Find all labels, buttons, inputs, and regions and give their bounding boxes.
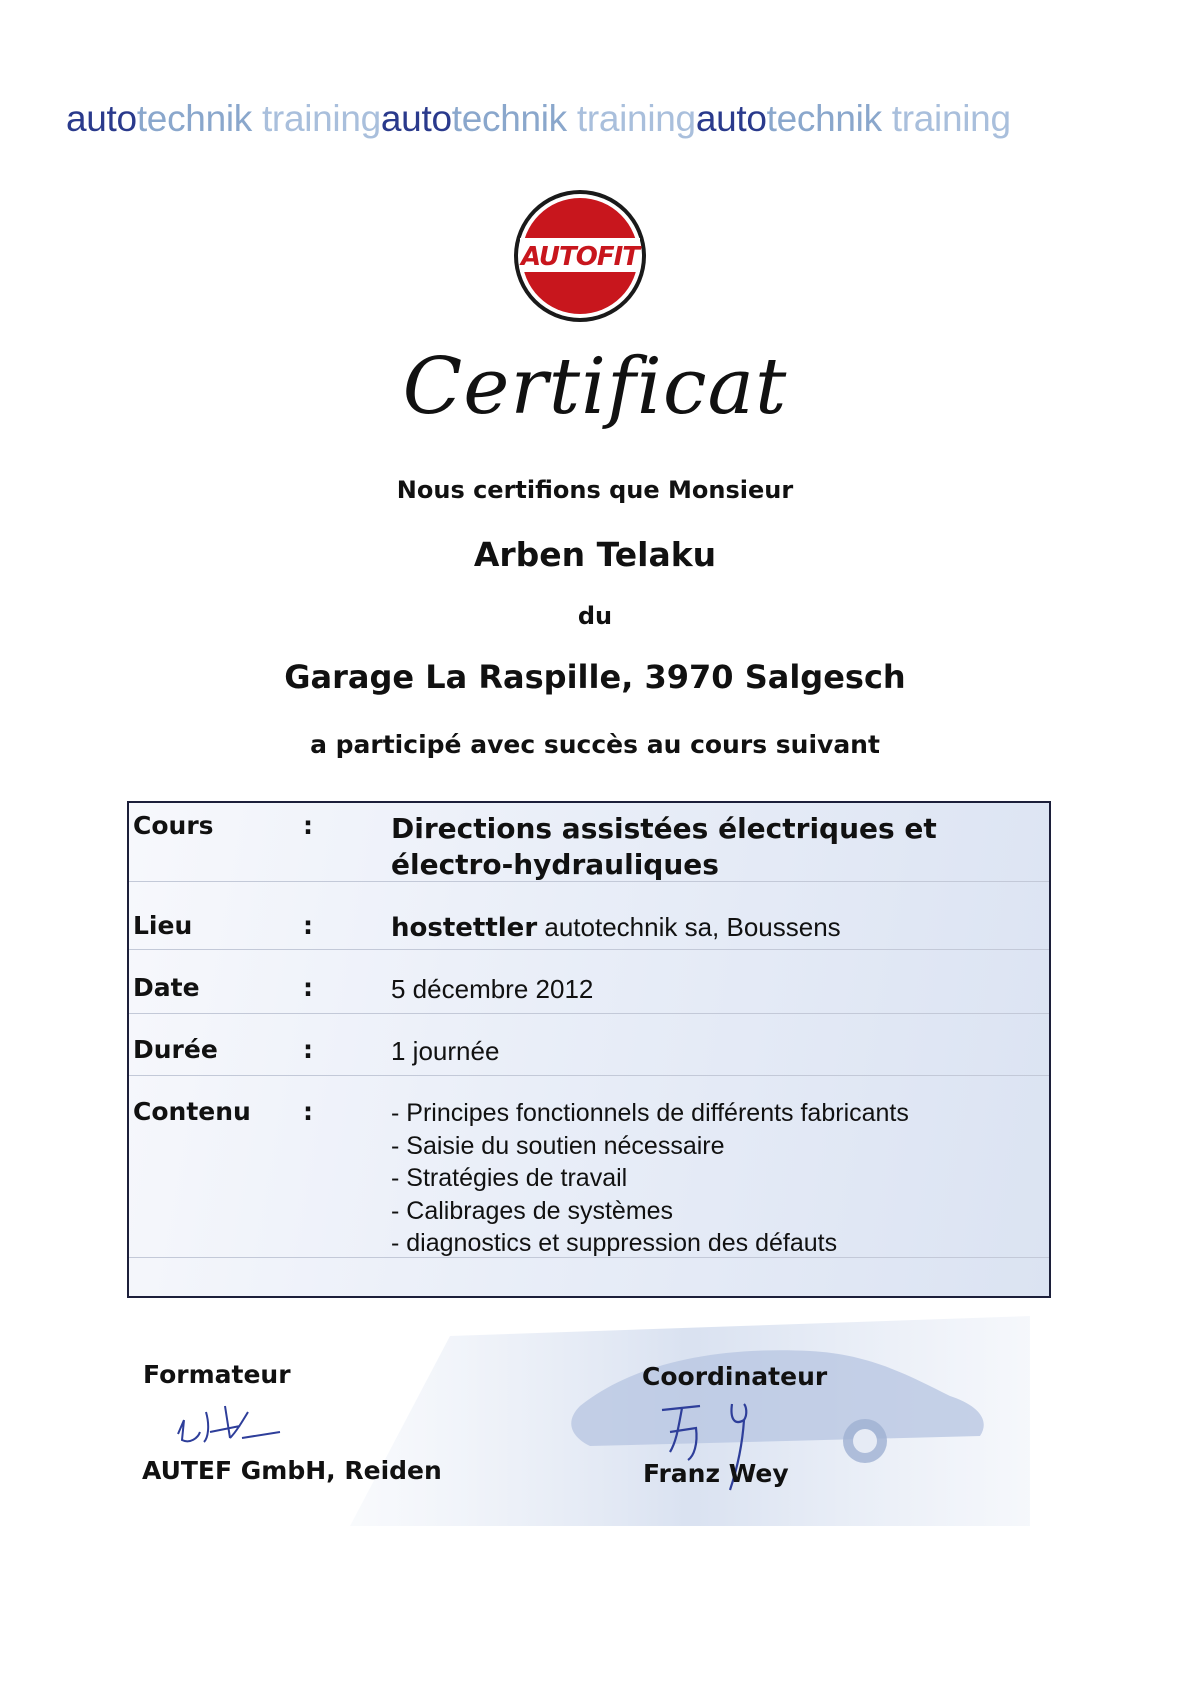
participation-text: a participé avec succès au cours suivant xyxy=(310,730,880,759)
banner-technik: technik xyxy=(451,98,567,139)
duration-colon: : xyxy=(303,1035,313,1064)
intro-text: Nous certifions que Monsieur xyxy=(396,476,794,504)
banner-technik: technik xyxy=(136,98,252,139)
banner-training: training xyxy=(576,98,696,139)
panel-rule xyxy=(129,1075,1049,1076)
garage-name: Garage La Raspille, 3970 Salgesch xyxy=(284,658,906,696)
banner-training: training xyxy=(891,98,1011,139)
course-label: Cours xyxy=(133,811,214,840)
participant-name: Arben Telaku xyxy=(473,535,717,574)
course-colon: : xyxy=(303,811,313,840)
date-value: 5 décembre 2012 xyxy=(391,974,594,1004)
svg-text:AUTOFIT: AUTOFIT xyxy=(520,242,640,272)
banner-auto: auto xyxy=(380,98,452,139)
place-colon: : xyxy=(303,911,313,940)
duration-value: 1 journée xyxy=(391,1036,500,1066)
panel-rule xyxy=(129,949,1049,950)
content-item: - Stratégies de travail xyxy=(391,1164,628,1192)
certificate-title: Certificat xyxy=(402,342,788,432)
header-banner xyxy=(66,98,1146,140)
trainer-label: Formateur xyxy=(143,1360,291,1389)
content-label: Contenu xyxy=(133,1097,251,1126)
banner-auto: auto xyxy=(695,98,767,139)
course-value-line1: Directions assistées électriques et xyxy=(391,812,937,845)
du-text: du xyxy=(577,602,613,630)
content-list xyxy=(391,1097,1029,1260)
duration-label: Durée xyxy=(133,1035,218,1064)
date-colon: : xyxy=(303,973,313,1002)
place-value xyxy=(391,911,1029,944)
content-colon: : xyxy=(303,1097,313,1126)
banner-auto: auto xyxy=(66,98,137,139)
content-item: - diagnostics et suppression des défauts xyxy=(391,1229,838,1257)
content-item: - Principes fonctionnels de différents fabricants xyxy=(391,1099,909,1127)
coordinator-name: Franz Wey xyxy=(643,1459,789,1488)
autofit-logo xyxy=(512,188,648,324)
course-details-panel xyxy=(127,801,1051,1298)
banner-technik: technik xyxy=(766,98,882,139)
trainer-name: AUTEF GmbH, Reiden xyxy=(142,1456,442,1485)
coordinator-label: Coordinateur xyxy=(642,1362,828,1391)
content-item: - Saisie du soutien nécessaire xyxy=(391,1131,725,1160)
banner-training: training xyxy=(261,98,381,139)
place-label: Lieu xyxy=(133,911,193,940)
course-value xyxy=(391,811,1029,883)
place-company-bold: hostettler xyxy=(391,913,538,943)
place-company-rest: autotechnik sa, Boussens xyxy=(537,912,841,942)
content-value xyxy=(391,1097,1029,1260)
course-value-line2: électro-hydrauliques xyxy=(391,848,719,881)
content-item: - Calibrages de systèmes xyxy=(391,1196,674,1225)
date-label: Date xyxy=(133,973,200,1002)
panel-rule xyxy=(129,1013,1049,1014)
trainer-signature xyxy=(170,1392,290,1452)
